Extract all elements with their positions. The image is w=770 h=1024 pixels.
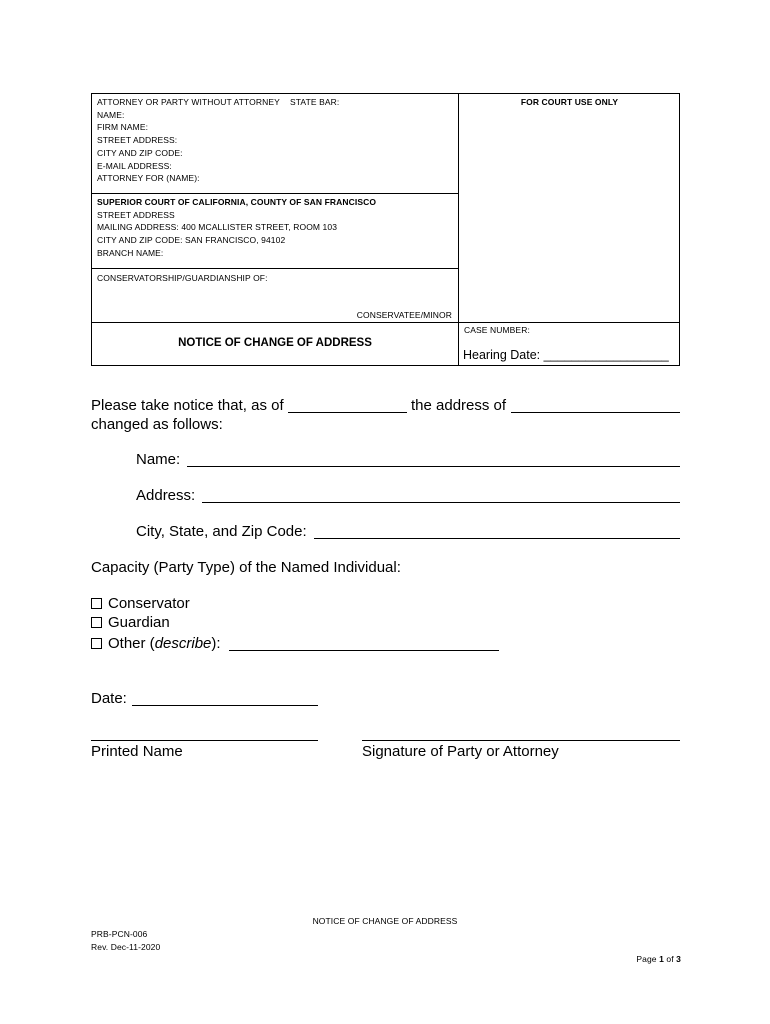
notice-part1: Please take notice that, as of: [91, 397, 284, 414]
attorney-field-street: STREET ADDRESS:: [97, 135, 178, 146]
signature-field[interactable]: [362, 740, 680, 741]
court-mailing: MAILING ADDRESS: 400 MCALLISTER STREET, ROOM 103: [97, 222, 338, 233]
conservatee-label: CONSERVATEE/MINOR: [356, 310, 452, 320]
option-conservator[interactable]: [91, 595, 190, 613]
party-field[interactable]: [511, 412, 680, 413]
attorney-field-firm: FIRM NAME:: [97, 122, 149, 133]
court-street: STREET ADDRESS: [97, 209, 175, 220]
page-num: 1: [659, 954, 664, 964]
effective-date-field[interactable]: [288, 412, 407, 413]
attorney-field-email: E-MAIL ADDRESS:: [97, 160, 172, 171]
attorney-block: [97, 96, 280, 185]
footer-title: NOTICE OF CHANGE OF ADDRESS: [312, 916, 458, 926]
option-other-label: Other (: [108, 635, 155, 652]
option-other-end: ):: [211, 635, 221, 652]
option-conservator-label: Conservator: [108, 595, 190, 612]
other-checkbox[interactable]: [91, 638, 102, 649]
court-use-label: FOR COURT USE ONLY: [520, 97, 619, 107]
footer-revision: Rev. Dec-11-2020: [91, 942, 161, 952]
address-field[interactable]: [202, 502, 680, 503]
case-number-label: CASE NUMBER:: [464, 325, 530, 335]
court-block: [97, 196, 376, 260]
court-name: SUPERIOR COURT OF CALIFORNIA, COUNTY OF SAN FRANCISCO: [97, 197, 377, 207]
page-word: Page: [636, 954, 657, 964]
option-guardian[interactable]: [91, 614, 170, 632]
conservator-checkbox[interactable]: [91, 598, 102, 609]
state-bar-label: STATE BAR:: [290, 97, 340, 107]
city-label: City, State, and Zip Code:: [136, 523, 307, 540]
date-field[interactable]: [132, 705, 318, 706]
capacity-label: Capacity (Party Type) of the Named Individual:: [91, 559, 401, 576]
page-total: 3: [676, 954, 681, 964]
printed-name-label: Printed Name: [91, 743, 183, 760]
guardian-checkbox[interactable]: [91, 617, 102, 628]
attorney-label: ATTORNEY OR PARTY WITHOUT ATTORNEY: [97, 97, 280, 107]
court-city: CITY AND ZIP CODE: SAN FRANCISCO, 94102: [97, 235, 286, 246]
name-field[interactable]: [187, 466, 680, 467]
date-label: Date:: [91, 690, 127, 707]
form-title: NOTICE OF CHANGE OF ADDRESS: [178, 337, 372, 349]
conservatorship-label: CONSERVATORSHIP/GUARDIANSHIP OF:: [97, 273, 268, 283]
attorney-field-city: CITY AND ZIP CODE:: [97, 147, 183, 158]
page-of: of: [666, 954, 674, 964]
footer-form-id: PRB-PCN-006: [91, 929, 148, 939]
option-other[interactable]: [91, 635, 221, 653]
signature-label: Signature of Party or Attorney: [362, 743, 559, 760]
other-describe-field[interactable]: [229, 650, 499, 651]
page-indicator: [500, 953, 681, 966]
option-guardian-label: Guardian: [108, 614, 170, 631]
option-other-describe: describe: [154, 635, 212, 652]
hearing-date[interactable]: Hearing Date: __________________: [463, 348, 669, 362]
court-branch: BRANCH NAME:: [97, 247, 164, 258]
city-field[interactable]: [314, 538, 680, 539]
notice-part3: changed as follows:: [91, 416, 223, 433]
attorney-field-name: NAME:: [97, 109, 125, 120]
printed-name-field[interactable]: [91, 740, 318, 741]
name-label: Name:: [136, 451, 181, 468]
address-label: Address:: [136, 487, 196, 504]
attorney-field-for: ATTORNEY FOR (NAME):: [97, 173, 200, 184]
notice-part2: the address of: [411, 397, 507, 414]
